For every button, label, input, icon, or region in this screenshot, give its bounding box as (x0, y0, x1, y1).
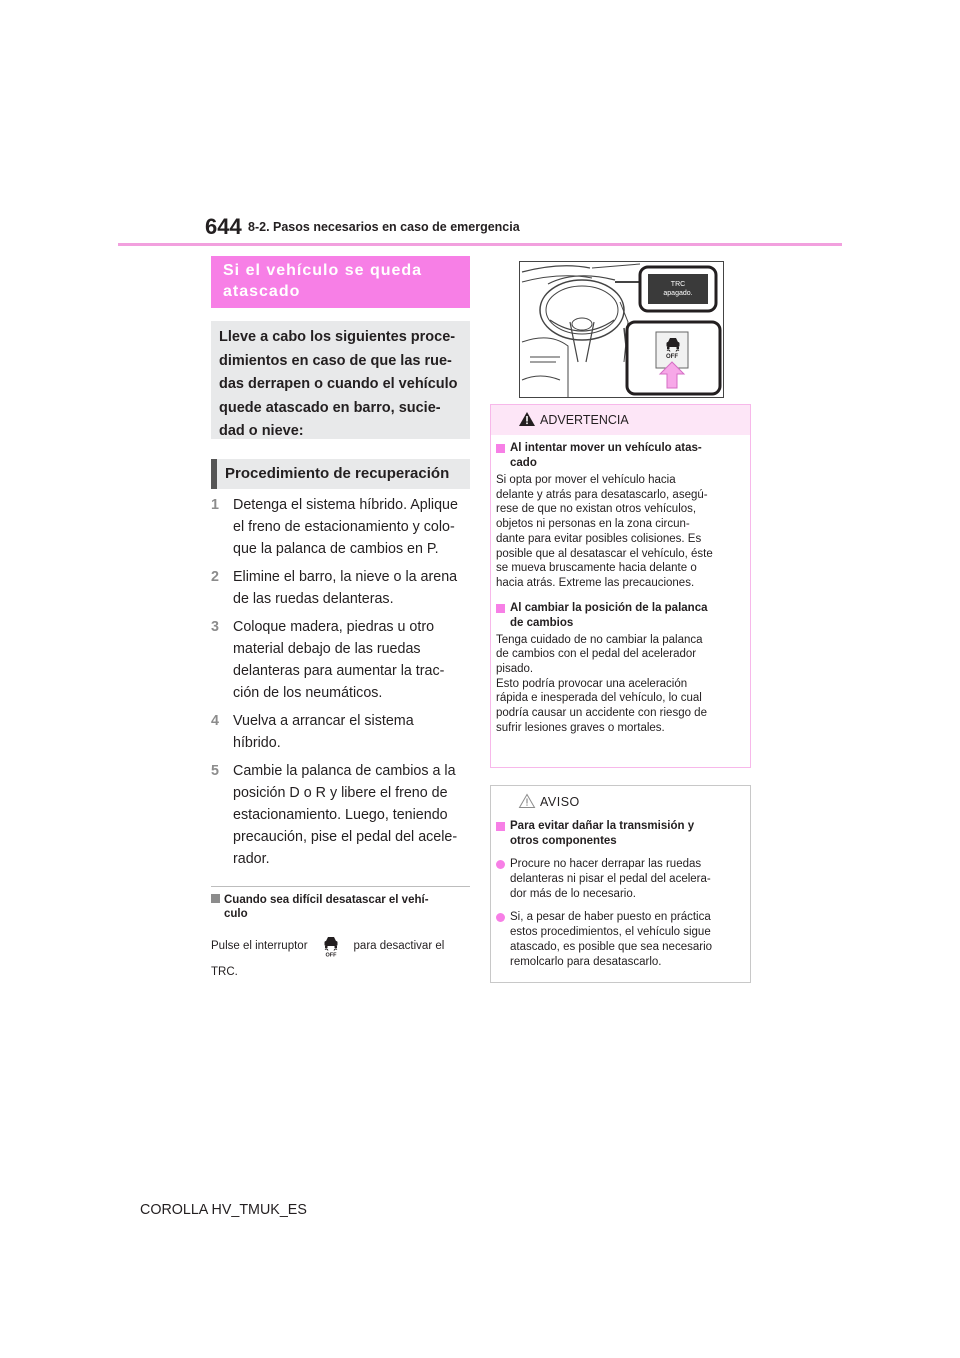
step-text: que la palanca de cambios en P. (233, 541, 439, 557)
step-number: 2 (211, 569, 219, 585)
warning-heading-line: Al intentar mover un vehículo atas- (510, 442, 702, 454)
step-text: material debajo de las ruedas (233, 641, 421, 657)
warning-text-line: se mueva bruscamente hacia delante o (496, 562, 697, 575)
notice-bullet (496, 910, 746, 970)
step-item (211, 616, 473, 704)
step-item (211, 494, 473, 560)
step-item (211, 566, 473, 610)
step-number: 5 (211, 763, 219, 779)
step-text: híbrido. (233, 735, 281, 751)
warning-text-line: Esto podría provocar una aceleración (496, 677, 688, 690)
step-list (211, 494, 473, 876)
intro-line: dad o nieve: (219, 423, 304, 439)
notice-heading (496, 819, 746, 849)
step-text: de las ruedas delanteras. (233, 591, 394, 607)
notice-text-line: remolcarlo para desatascarlo. (510, 956, 662, 968)
warning-text-line: rápida e inesperada del vehículo, lo cual (496, 692, 702, 705)
procedure-heading: Procedimiento de recuperación (211, 459, 470, 489)
warning-title: ADVERTENCIA (540, 413, 629, 427)
step-text: posición D o R y libere el freno de (233, 785, 448, 801)
warning-triangle-icon (518, 411, 536, 432)
step-text: ción de los neumáticos. (233, 685, 383, 701)
caution-triangle-icon (518, 793, 536, 814)
note-heading (211, 893, 470, 921)
warning-text-line: Tenga cuidado de no cambiar la palanca (496, 633, 703, 646)
step-number: 1 (211, 497, 219, 513)
step-text: precaución, pise el pedal del acele- (233, 829, 458, 845)
warning-heading-line: cado (510, 457, 537, 469)
warning-item-heading (496, 441, 744, 471)
step-text: Detenga el sistema híbrido. Aplique (233, 497, 458, 513)
warning-item-text (496, 473, 744, 591)
step-item (211, 760, 473, 870)
step-text: el freno de estacionamiento y colo- (233, 519, 455, 535)
warning-text-line: Si opta por mover el vehículo hacia (496, 474, 676, 486)
section-heading-line1: Si el vehículo se queda (223, 262, 423, 279)
square-bullet-icon (211, 894, 220, 903)
step-text: delanteras para aumentar la trac- (233, 663, 445, 679)
step-text: Vuelva a arrancar el sistema (233, 713, 414, 729)
switch-label: OFF (666, 354, 678, 360)
section-heading (211, 256, 470, 308)
warning-text-line: dante para evitar posibles colisiones. Es (496, 532, 702, 545)
intro-line: Lleve a cabo los siguientes proce- (219, 329, 456, 345)
step-text: Coloque madera, piedras u otro (233, 619, 435, 635)
warning-text-line: hacia atrás. Extreme las precauciones. (496, 576, 695, 589)
display-text: TRC (670, 281, 686, 288)
note-text: TRC. (211, 966, 238, 978)
note-body (211, 933, 473, 985)
warning-text-line: posible que al desatascar el vehículo, éste (496, 547, 713, 560)
notice-heading-line: otros componentes (510, 835, 617, 847)
notice-text-line: Si, a pesar de haber puesto en práctica (510, 911, 711, 923)
round-bullet-icon (496, 860, 505, 869)
step-item (211, 710, 473, 754)
warning-text-line: objetos ni personas en la zona circun- (496, 518, 690, 531)
intro-line: quede atascado en barro, sucie- (219, 399, 441, 416)
notice-title: AVISO (540, 795, 580, 809)
dashboard-illustration (519, 261, 724, 398)
trc-off-icon (320, 935, 342, 957)
intro-box (211, 321, 470, 439)
section-heading-line2: atascado (223, 283, 301, 300)
notice-bullet (496, 857, 746, 902)
note-divider (211, 886, 470, 887)
display-text: apagado. (663, 290, 693, 297)
warning-text-line: delante y atrás para desatascarlo, asegú- (496, 488, 708, 501)
intro-line: dimientos en caso de que las rue- (219, 352, 452, 369)
notice-content (496, 819, 746, 978)
header-divider (118, 243, 842, 246)
notice-heading-line: Para evitar dañar la transmisión y (510, 820, 695, 832)
notice-text-line: Procure no hacer derrapar las ruedas (510, 858, 702, 870)
note-heading-line1: Cuando sea difícil desatascar el vehí- (224, 894, 429, 906)
step-text: rador. (233, 851, 270, 867)
warning-heading-line: Al cambiar la posición de la palanca (510, 601, 708, 614)
warning-item-heading (496, 601, 744, 631)
step-text: Cambie la palanca de cambios a la (233, 763, 456, 779)
square-bullet-icon (496, 822, 505, 831)
step-number: 4 (211, 713, 219, 729)
step-text: estacionamiento. Luego, teniendo (233, 807, 448, 823)
step-text: Elimine el barro, la nieve o la arena (233, 569, 458, 585)
warning-text-line: podría causar un accidente con riesgo de (496, 707, 707, 720)
step-number: 3 (211, 619, 219, 635)
notice-text-line: dor más de lo necesario. (510, 888, 636, 900)
warning-text-line: rese de que no existan otros vehículos, (496, 503, 697, 516)
svg-text:OFF: OFF (325, 952, 337, 957)
warning-content (496, 441, 744, 736)
warning-text-line: de cambios con el pedal del acelerador (496, 648, 697, 661)
notice-text-line: delanteras ni pisar el pedal del acelera- (510, 873, 711, 885)
square-bullet-icon (496, 604, 505, 613)
square-bullet-icon (496, 444, 505, 453)
chapter-title: 8-2. Pasos necesarios en caso de emergencia (248, 220, 520, 234)
note-text: para desactivar el (353, 940, 445, 952)
footer-model-code: COROLLA HV_TMUK_ES (140, 1202, 307, 1218)
warning-text-line: sufrir lesiones graves o mortales. (496, 721, 665, 734)
intro-line: das derrapen o cuando el vehículo (219, 376, 458, 392)
round-bullet-icon (496, 913, 505, 922)
notice-text-line: atascado, es posible que sea necesario (510, 941, 713, 953)
note-heading-line2: culo (224, 908, 248, 920)
warning-text-line: pisado. (496, 663, 534, 676)
warning-heading-line: de cambios (510, 616, 574, 629)
page-number: 644 (205, 214, 242, 239)
notice-text-line: estos procedimientos, el vehículo sigue (510, 926, 711, 938)
note-text: Pulse el interruptor (211, 940, 308, 952)
warning-item-text (496, 633, 744, 736)
